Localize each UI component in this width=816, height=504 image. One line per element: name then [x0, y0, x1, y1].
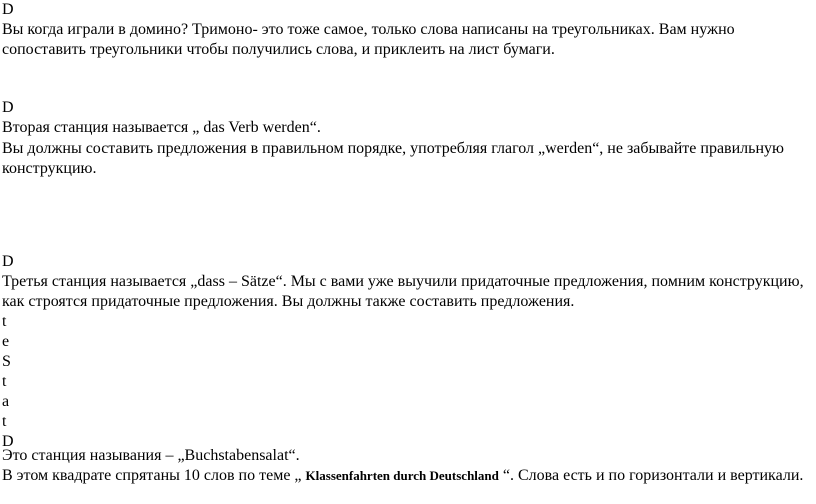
station-3-paragraph: Третья станция называется „dass – Sätze“. Мы с вами уже выучили придаточные предложения, помним конструкцию, как строятся придаточные предложения. Вы должны также составить предложения. — [2, 273, 804, 310]
station-4-title: Это станция называния – „Buchstabensalat“. — [2, 447, 300, 464]
marker-d-2: D — [2, 99, 14, 116]
vertical-letter: e — [2, 333, 10, 350]
topic-name: Klassenfahrten durch Deutschland — [305, 468, 499, 483]
marker-d-1: D — [2, 1, 14, 18]
vertical-letter: D — [2, 433, 14, 450]
vertical-letter: a — [2, 393, 10, 410]
vertical-letter-column — [2, 312, 16, 452]
vertical-letter: t — [2, 373, 7, 390]
station-4-text-end: “. Слова есть и по горизонтали и вертикали. — [498, 467, 804, 484]
station-1-paragraph: Вы когда играли в домино? Тримоно- это тоже самое, только слова написаны на треугольниках. Вам нужно сопоставить треугольники чтобы получились слова, и приклеить на лист бумаги. — [2, 21, 735, 58]
vertical-letter: t — [2, 413, 7, 430]
vertical-letter: t — [2, 313, 7, 330]
marker-d-3: D — [2, 253, 14, 270]
vertical-letter: S — [2, 353, 11, 370]
station-4-text-start: В этом квадрате спрятаны 10 слов по теме „ — [2, 467, 306, 484]
station-2-title: Вторая станция называется „ das Verb werden“. — [2, 119, 321, 136]
station-2-paragraph: Вы должны составить предложения в правильном порядке, употребляя глагол „werden“, не забывайте правильную конструкцию. — [2, 140, 784, 177]
station-4-paragraph — [2, 466, 810, 486]
